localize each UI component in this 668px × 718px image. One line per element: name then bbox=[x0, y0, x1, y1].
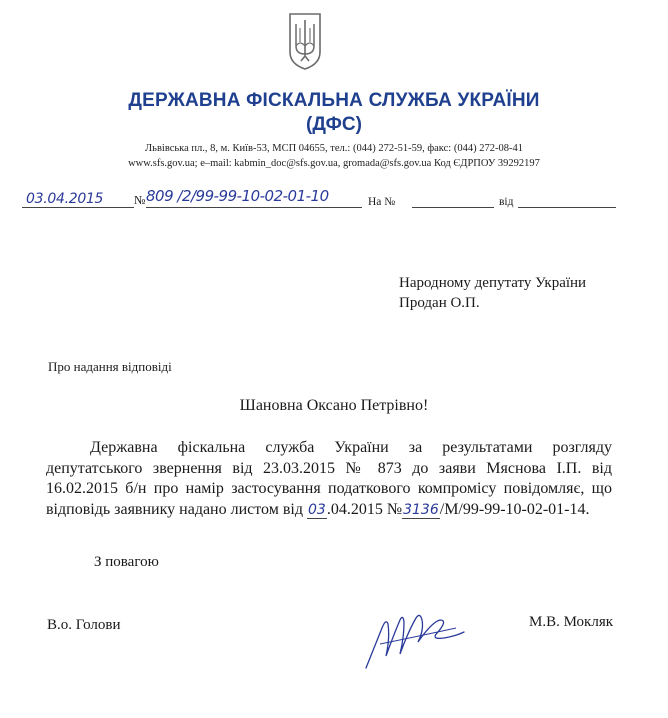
letter-body bbox=[46, 438, 612, 520]
addressee-title: Народному депутату України bbox=[399, 275, 587, 291]
trident-emblem-icon bbox=[288, 12, 322, 70]
handwritten-signature-icon bbox=[360, 598, 470, 673]
outgoing-date-underline bbox=[22, 207, 134, 208]
closing-phrase: З повагою bbox=[94, 554, 159, 570]
body-text-part: № bbox=[386, 500, 403, 518]
signatory-name: М.В. Мокляк bbox=[529, 614, 614, 630]
reference-date-label: від bbox=[499, 196, 514, 208]
addressee-name: Продан О.П. bbox=[399, 295, 480, 311]
contact-web-email-line: www.sfs.gov.ua; e–mail: kabmin_doc@sfs.gov.ua, gromada@sfs.gov.ua Код ЄДРПОУ 39292197 bbox=[128, 158, 540, 169]
body-text-part: /М/99-99-10-02-01-14. bbox=[439, 500, 590, 518]
contact-address-line: Львівська пл., 8, м. Київ-53, МСП 04655, тел.: (044) 272-51-59, факс: (044) 272-08-41 bbox=[145, 143, 523, 154]
organization-abbreviation: (ДФС) bbox=[306, 114, 362, 135]
reference-number-label: На № bbox=[368, 196, 396, 208]
outgoing-number: 809 /2/99-99-10-02-01-10 bbox=[146, 187, 329, 205]
handwritten-day: 03 bbox=[308, 501, 326, 518]
reference-number-blank bbox=[412, 207, 494, 208]
reference-date-blank bbox=[518, 207, 616, 208]
salutation: Шановна Оксано Петрівно! bbox=[239, 397, 429, 414]
letter-subject: Про надання відповіді bbox=[48, 359, 172, 374]
handwritten-number: 3136 bbox=[403, 501, 439, 518]
body-text-part: Державна фіскальна служба України за результатами розгляду депутатського звернення від 23.03.2015 № 873 до заяви Мяснова І.П. від 16.02.2015 б/н про намір застосування податкового компромісу повідомляє, що відповідь заявнику надано листом від bbox=[46, 439, 612, 518]
organization-name: ДЕРЖАВНА ФІСКАЛЬНА СЛУЖБА УКРАЇНИ bbox=[128, 90, 540, 111]
signatory-position: В.о. Голови bbox=[47, 617, 121, 633]
body-text-part: .04.2015 bbox=[326, 500, 383, 518]
outgoing-number-underline bbox=[146, 207, 362, 208]
outgoing-date: 03.04.2015 bbox=[26, 191, 104, 207]
number-label: № bbox=[134, 193, 146, 207]
